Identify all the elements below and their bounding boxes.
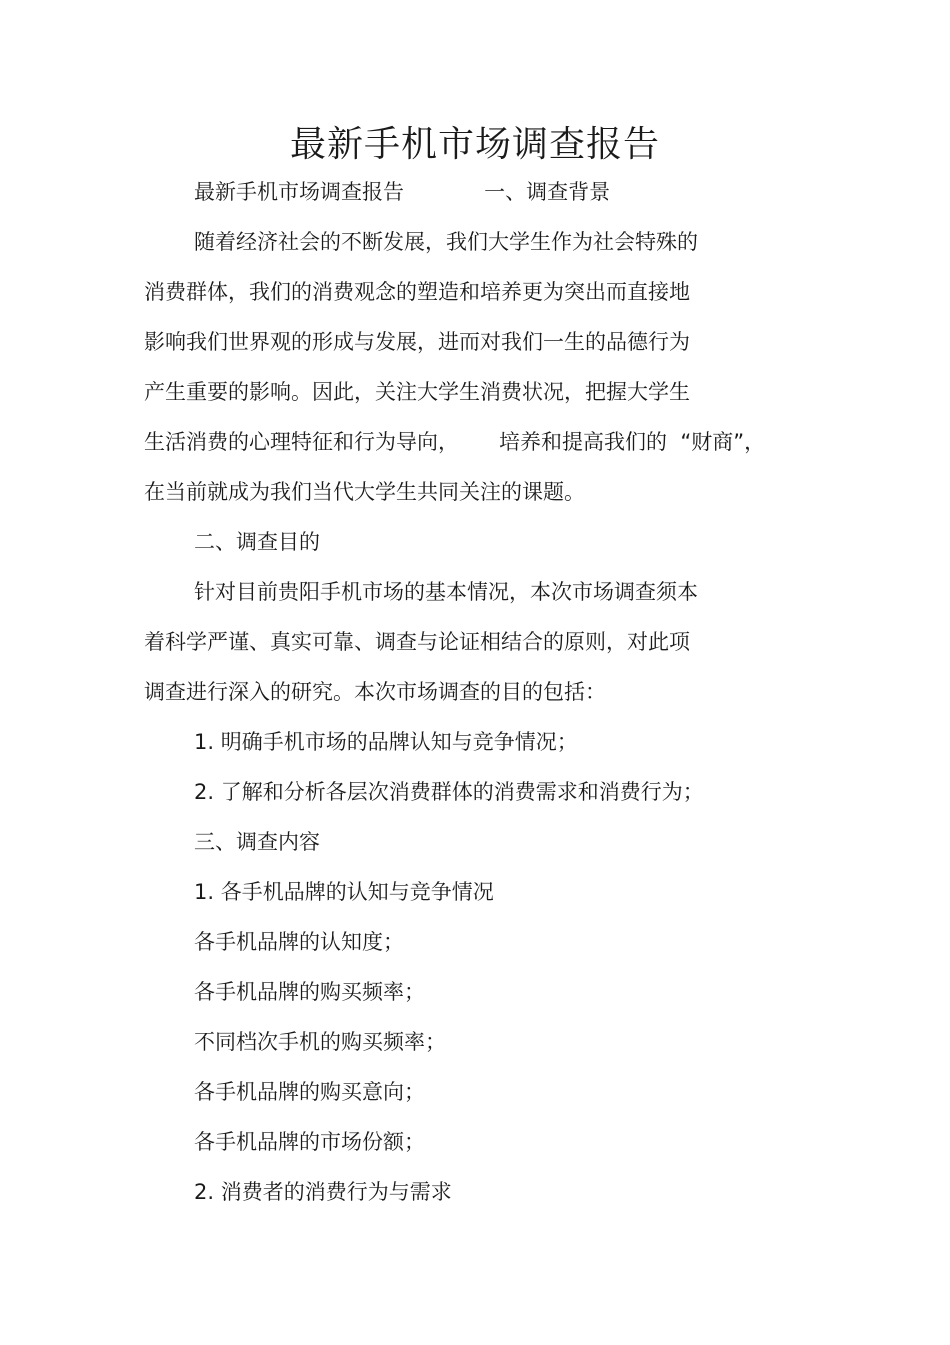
paragraph-line: 消费群体，我们的消费观念的塑造和培养更为突出而直接地 bbox=[144, 280, 690, 304]
list-item: 各手机品牌的市场份额； bbox=[194, 1130, 425, 1154]
section-heading: 二、调查目的 bbox=[194, 530, 320, 554]
list-item: 各手机品牌的购买意向； bbox=[194, 1080, 425, 1104]
paragraph-line: 产生重要的影响。因此，关注大学生消费状况，把握大学生 bbox=[144, 380, 690, 404]
subtitle-line: 最新手机市场调查报告 一、调查背景 bbox=[194, 180, 611, 204]
list-item: 1. 各手机品牌的认知与竞争情况 bbox=[194, 880, 494, 904]
paragraph-line: 着科学严谨、真实可靠、调查与论证相结合的原则，对此项 bbox=[144, 630, 690, 654]
paragraph-line: 生活消费的心理特征和行为导向， 培养和提高我们的 “财商”， bbox=[144, 430, 766, 454]
paragraph-line: 在当前就成为我们当代大学生共同关注的课题。 bbox=[144, 480, 585, 504]
paragraph-line: 影响我们世界观的形成与发展，进而对我们一生的品德行为 bbox=[144, 330, 690, 354]
list-item: 2. 了解和分析各层次消费群体的消费需求和消费行为； bbox=[194, 780, 704, 804]
paragraph-line: 随着经济社会的不断发展，我们大学生作为社会特殊的 bbox=[194, 230, 698, 254]
list-item: 各手机品牌的认知度； bbox=[194, 930, 404, 954]
paragraph-line: 调查进行深入的研究。本次市场调查的目的包括： bbox=[144, 680, 606, 704]
list-item: 不同档次手机的购买频率； bbox=[194, 1030, 446, 1054]
list-item: 1. 明确手机市场的品牌认知与竞争情况； bbox=[194, 730, 578, 754]
document-title: 最新手机市场调查报告 bbox=[289, 124, 660, 165]
paragraph-line: 针对目前贵阳手机市场的基本情况，本次市场调查须本 bbox=[194, 580, 698, 604]
list-item: 2. 消费者的消费行为与需求 bbox=[194, 1180, 452, 1204]
list-item: 各手机品牌的购买频率； bbox=[194, 980, 425, 1004]
section-heading: 三、调查内容 bbox=[194, 830, 320, 854]
